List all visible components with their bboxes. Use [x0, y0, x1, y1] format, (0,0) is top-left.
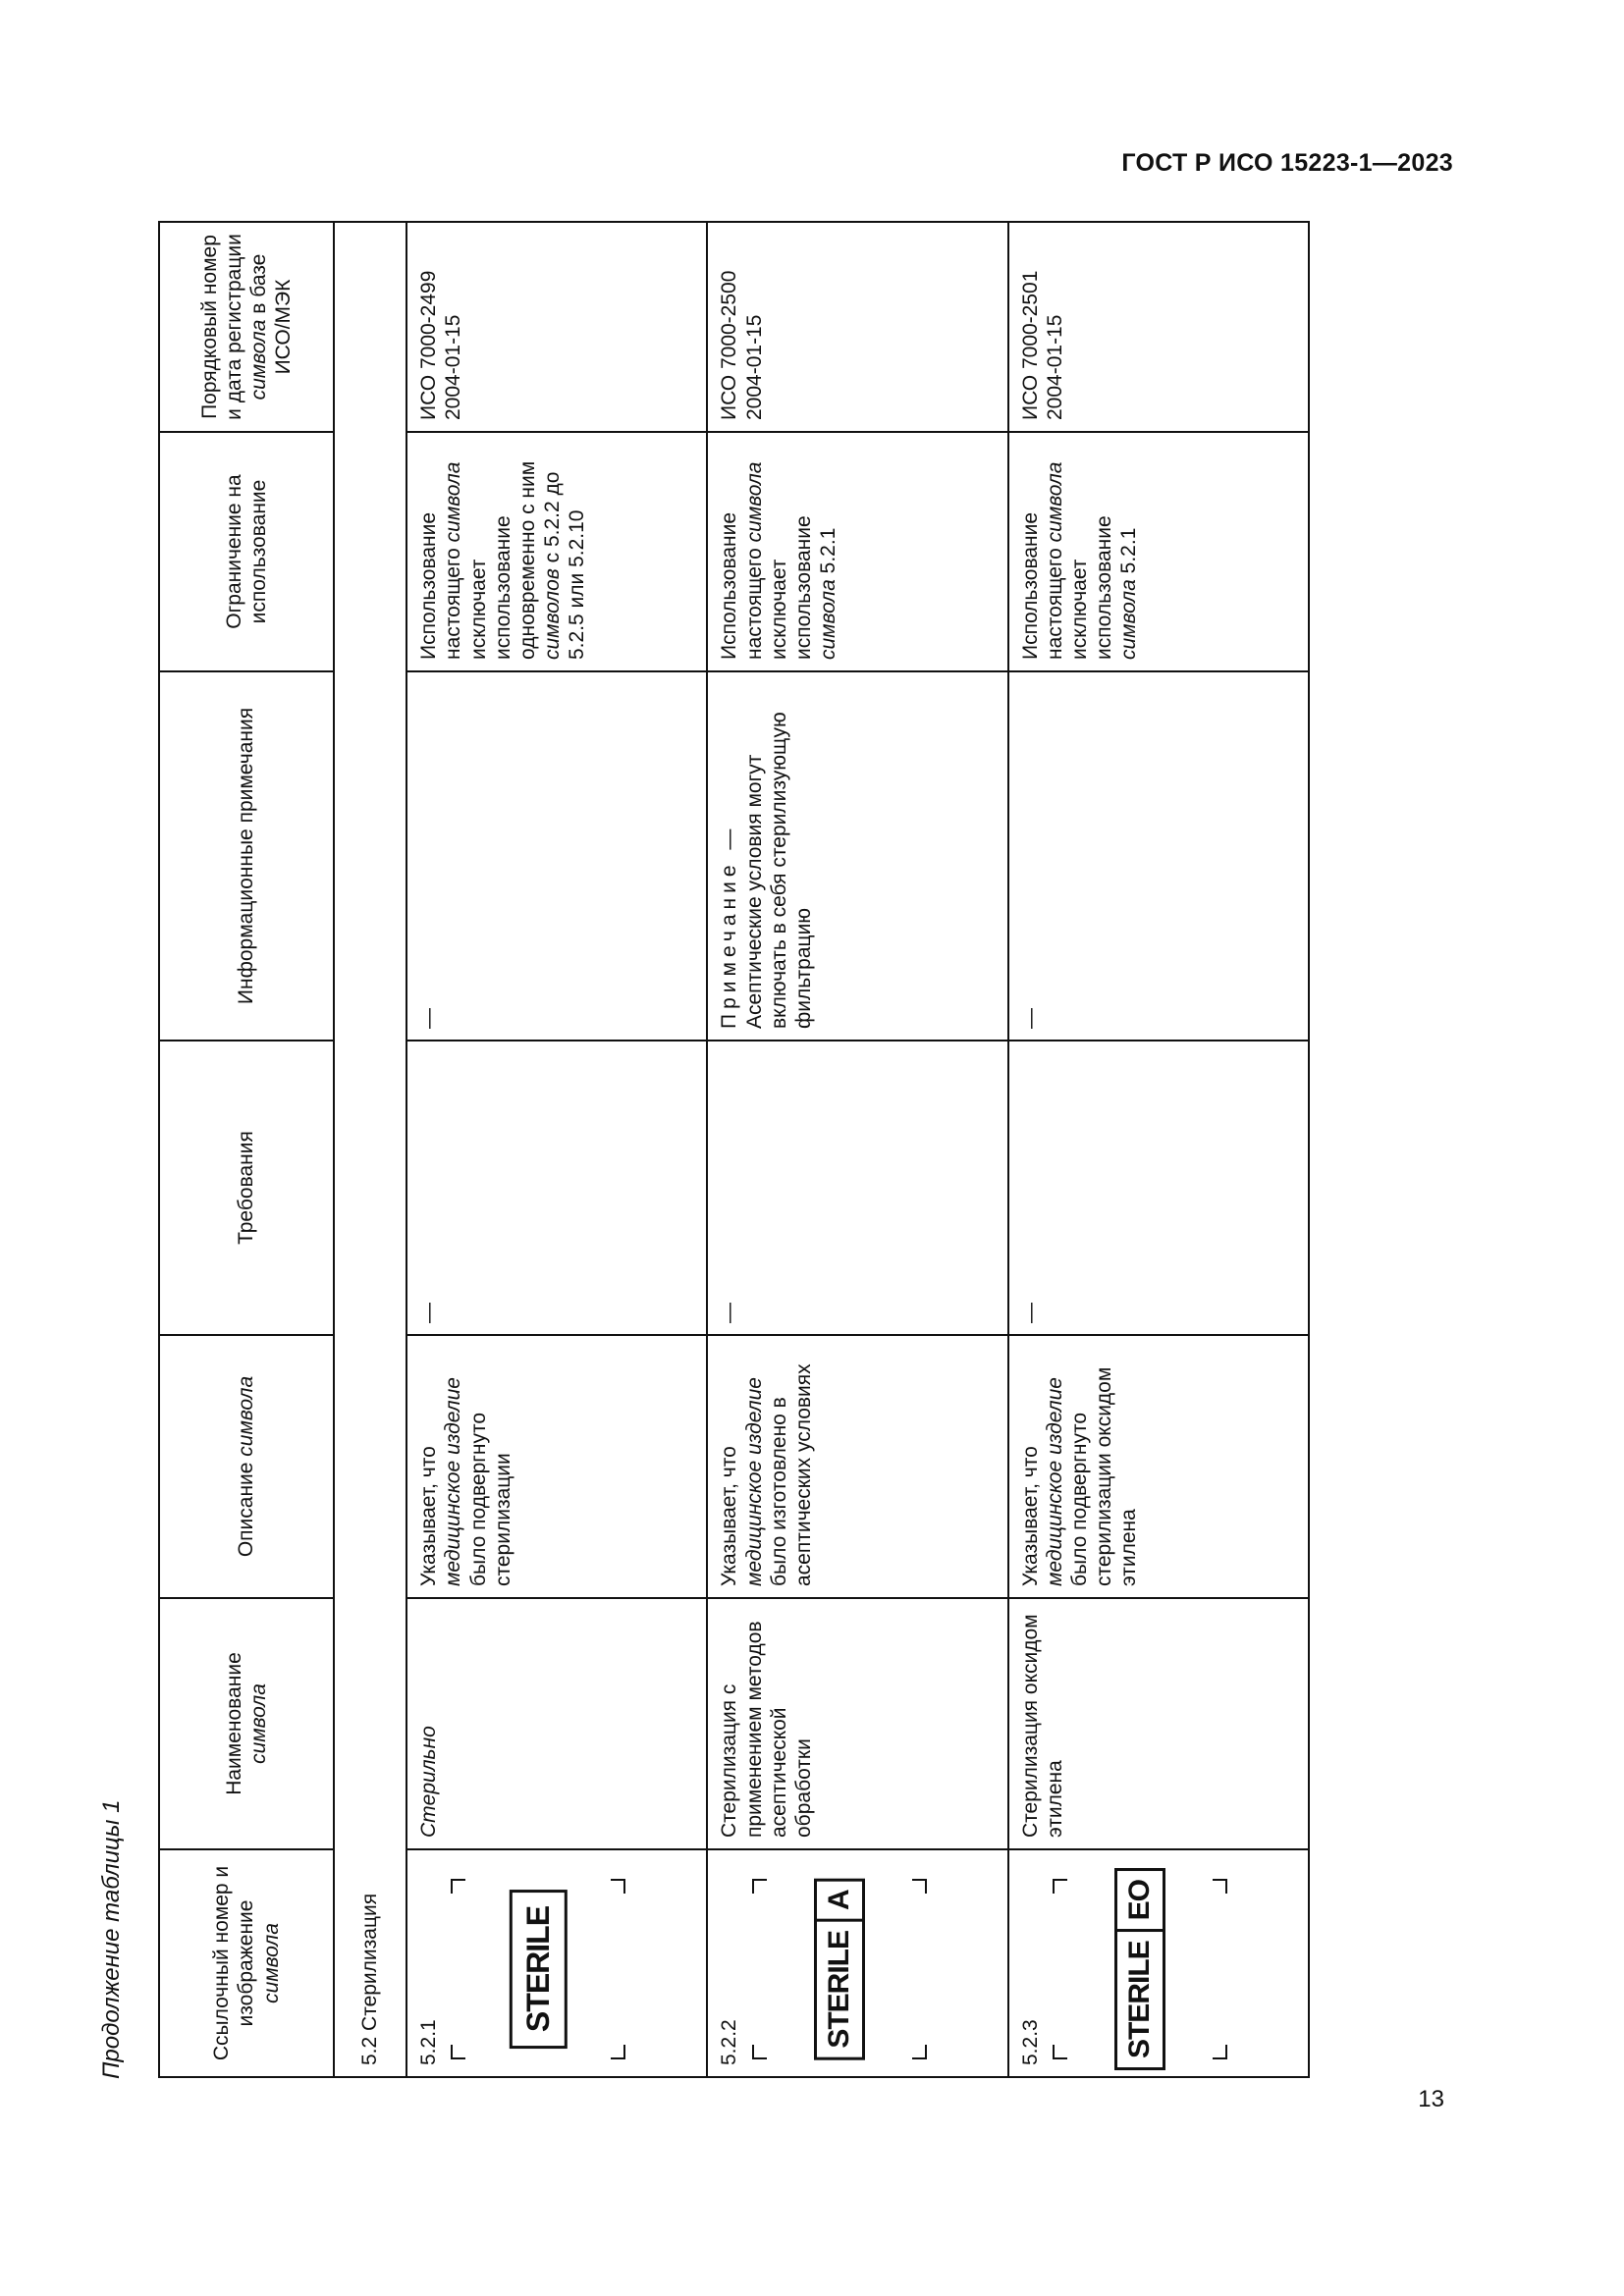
- name-cell: Стерилизация с применением методов асептической обработки: [707, 1598, 1007, 1849]
- col-header-restriction: Ограничение на использование: [159, 432, 334, 671]
- col-header-notes: Информационные примечания: [159, 671, 334, 1041]
- col-header-description: Описание символа: [159, 1335, 334, 1598]
- sterile-symbol: STERILE: [510, 1890, 567, 2049]
- ref-cell: [406, 1849, 707, 2077]
- ref-cell: [1008, 1849, 1309, 2077]
- symbol-frame: [1047, 1873, 1233, 2065]
- notes-cell: —: [406, 671, 707, 1041]
- description-cell: Указывает, что медицинское изделие было подвергнуто стерилизации: [406, 1335, 707, 1598]
- requirements-cell: —: [1008, 1041, 1309, 1335]
- col-header-requirements: Требования: [159, 1041, 334, 1335]
- page-number: 13: [1418, 2086, 1444, 2112]
- requirements-cell: —: [406, 1041, 707, 1335]
- sterile-aseptic-symbol: STERILE A: [814, 1878, 865, 2059]
- notes-cell: —: [1008, 671, 1309, 1041]
- ref-number: 5.2.3: [1018, 2019, 1042, 2065]
- col-header-name: Наименование символа: [159, 1598, 334, 1849]
- sterile-eo-symbol: STERILE EO: [1114, 1868, 1165, 2070]
- document-header: ГОСТ Р ИСО 15223-1—2023: [1121, 149, 1453, 177]
- description-cell: Указывает, что медицинское изделие было изготовлено в асептических условиях: [707, 1335, 1007, 1598]
- table-row: [1008, 222, 1309, 2077]
- table-row: [406, 222, 707, 2077]
- ref-number: 5.2.2: [718, 2019, 741, 2065]
- symbol-frame: [445, 1873, 631, 2065]
- name-cell: Стерильно: [406, 1598, 707, 1849]
- symbol-frame: [746, 1873, 933, 2065]
- registration-cell: ИСО 7000-2501 2004-01-15: [1008, 222, 1309, 432]
- requirements-cell: —: [707, 1041, 1007, 1335]
- table-header-row: [159, 222, 334, 2077]
- section-title: 5.2 Стерилизация: [334, 222, 406, 2077]
- section-row: [334, 222, 406, 2077]
- registration-cell: ИСО 7000-2500 2004-01-15: [707, 222, 1007, 432]
- notes-cell: Примечание — Асептические условия могут включать в себя стерилизующую фильтрацию: [707, 671, 1007, 1041]
- table-caption: Продолжение таблицы 1: [98, 1799, 125, 2079]
- ref-cell: [707, 1849, 1007, 2077]
- col-header-ref: Ссылочный номер и изображение символа: [159, 1849, 334, 2077]
- description-cell: Указывает, что медицинское изделие было подвергнуто стерилизации оксидом этилена: [1008, 1335, 1309, 1598]
- ref-number: 5.2.1: [417, 2019, 441, 2065]
- rotated-table-container: [158, 223, 1310, 2078]
- col-header-registration: Порядковый номер и дата регистрации символа в базе ИСО/МЭК: [159, 222, 334, 432]
- symbols-table: [158, 221, 1310, 2078]
- registration-cell: ИСО 7000-2499 2004-01-15: [406, 222, 707, 432]
- restriction-cell: Использование настоящего символа исключает использование символа 5.2.1: [707, 432, 1007, 671]
- table-row: [707, 222, 1007, 2077]
- restriction-cell: Использование настоящего символа исключает использование символа 5.2.1: [1008, 432, 1309, 671]
- restriction-cell: Использование настоящего символа исключает использование одновременно с ним символов с 5.2.2 до 5.2.5 или 5.2.10: [406, 432, 707, 671]
- name-cell: Стерилизация оксидом этилена: [1008, 1598, 1309, 1849]
